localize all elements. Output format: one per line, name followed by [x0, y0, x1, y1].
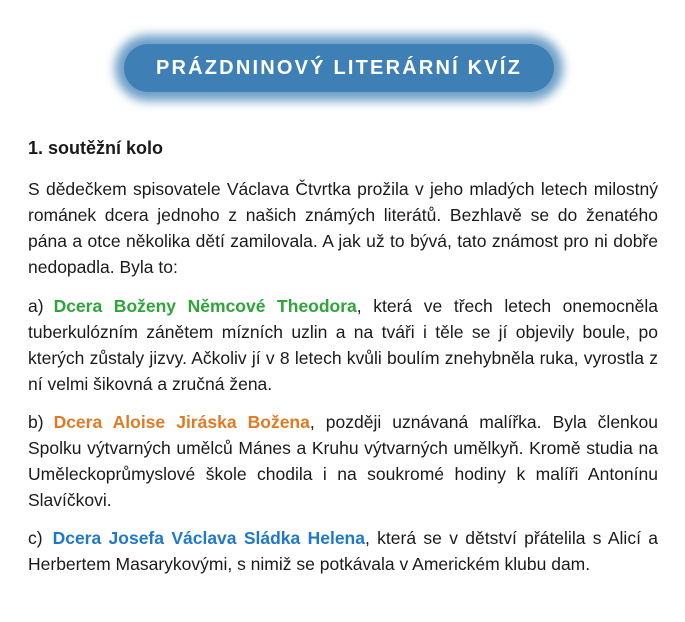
option-a — [28, 293, 658, 397]
option-a-text: , která ve třech letech onemocněla tuberkulózním zánětem mízních uzlin a na tváři i těle se jí objevily boule, po kterých zůstaly jizvy. Ačkoliv jí v 8 letech kvůli boulím znehybněla ruka, vyrostla z ní velmi šikovná a zručná žena. — [28, 296, 658, 394]
intro-paragraph: S dědečkem spisovatele Václava Čtvrtka prožila v jeho mladých letech milostný románek dcera jednoho z našich známých literátů. Bezhlavě se do ženatého pána a otce několika dětí zamilovala. A jak už to bývá, tato známost pro ni dobře nedopadla. Byla to: — [28, 179, 658, 277]
quiz-content — [28, 176, 658, 589]
option-c-name: Dcera Josefa Václava Sládka Helena — [52, 528, 365, 548]
option-b-letter: b) — [28, 412, 44, 432]
option-a-letter: a) — [28, 296, 44, 316]
option-c-text: , která se v dětství přátelila s Alicí a Herbertem Masarykovými, s nimiž se potkávala v Americkém klubu dam. — [28, 528, 658, 574]
option-c-letter: c) — [28, 528, 43, 548]
option-b — [28, 409, 658, 513]
option-a-name: Dcera Boženy Němcové Theodora — [53, 296, 357, 316]
option-b-name: Dcera Aloise Jiráska Božena — [53, 412, 310, 432]
round-heading: 1. soutěžní kolo — [28, 138, 164, 158]
page-title: PRÁZDNINOVÝ LITERÁRNÍ KVÍZ — [155, 56, 523, 79]
option-b-text: , později uznávaná malířka. Byla členkou Spolku výtvarných umělců Mánes a Kruhu výtvarných umělkyň. Kromě studia na Uměleckoprůmyslové škole chodila i na soukromé hodiny k malíři Antonínu Slavíčkovi. — [28, 412, 659, 510]
option-c — [28, 525, 658, 577]
title-banner — [124, 44, 554, 92]
